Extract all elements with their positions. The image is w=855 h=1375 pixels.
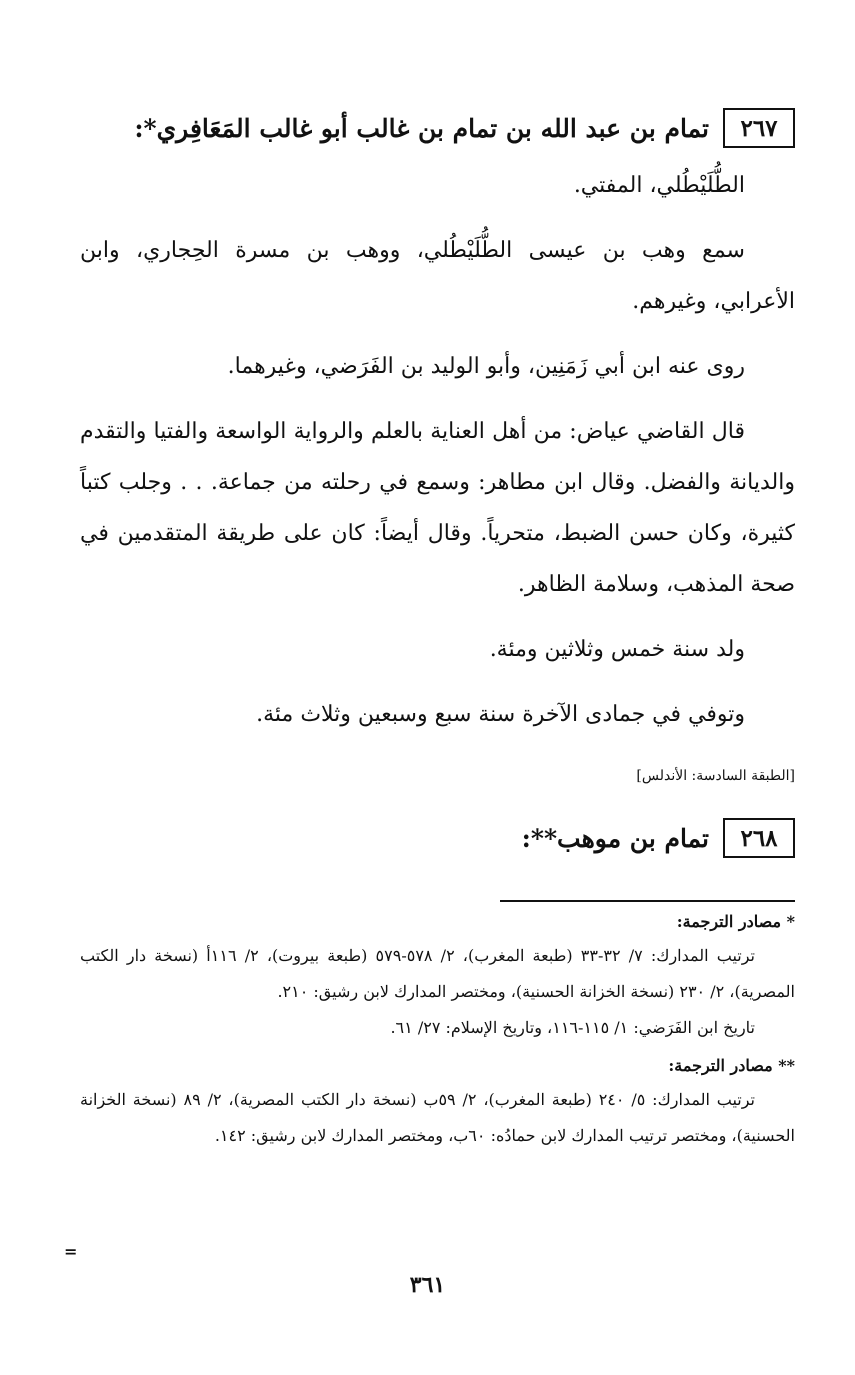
teachers-paragraph: سمع وهب بن عيسى الطُّلَيْطُلي، ووهب بن مسرة الحِجاري، وابن الأعرابي، وغيرهم.	[80, 238, 795, 314]
page-number: ٣٦١	[409, 1272, 446, 1298]
footnote-line: ترتيب المدارك: ٥/ ٢٤٠ (طبعة المغرب)، ٢/ ٥٩ب (نسخة دار الكتب المصرية)، ٢/ ٨٩ (نسخة الخزانة الحسنية)، ومختصر ترتيب المدارك لابن حمادُه: ٦٠ب، ومختصر المدارك لابن رشيق: ١٤٢.	[80, 1090, 795, 1145]
death-paragraph: وتوفي في جمادى الآخرة سنة سبع وسبعين وثلاث مئة.	[256, 702, 745, 727]
entry-title: تمام بن عبد الله بن تمام بن غالب أبو غالب المَعَافِري*:	[134, 113, 709, 143]
entry-title: تمام بن موهب**:	[521, 823, 709, 853]
birth-paragraph: ولد سنة خمس وثلاثين ومئة.	[489, 637, 745, 662]
page-body	[80, 100, 795, 1154]
entry-number-box: ٢٦٨	[723, 818, 795, 858]
continuation-mark: =	[64, 1242, 78, 1261]
footnote-line: تاريخ ابن الفَرَضي: ١/ ١١٥-١١٦، وتاريخ الإسلام: ٢٧/ ٦١.	[390, 1018, 755, 1037]
entry-heading-267	[80, 100, 795, 156]
entry-number-box: ٢٦٧	[723, 108, 795, 148]
students-paragraph: روى عنه ابن أبي زَمَنِين، وأبو الوليد بن الفَرَضي، وغيرهما.	[227, 354, 745, 379]
footnotes	[80, 906, 795, 1154]
entry-nisba: الطُّلَيْطُلي، المفتي.	[573, 173, 745, 198]
entry-heading-268	[80, 810, 795, 866]
footnote-heading: * مصادر الترجمة:	[676, 912, 795, 931]
praise-paragraph: قال القاضي عياض: من أهل العناية بالعلم والرواية الواسعة والفتيا والتقدم والديانة والفضل. وقال ابن مطاهر: وسمع في رحلته من جماعة. . . وجلب كتباً كثيرة، وكان حسن الضبط، متحرياً. وقال أيضاً: كان على طريقة المتقدمين في صحة المذهب، وسلامة الظاهر.	[80, 419, 795, 597]
footnote-rule	[500, 900, 795, 902]
footnote-line: ترتيب المدارك: ٧/ ٣٢-٣٣ (طبعة المغرب)، ٢/ ٥٧٨-٥٧٩ (طبعة بيروت)، ٢/ ١١٦أ (نسخة دار الكتب المصرية)، ٢/ ٢٣٠ (نسخة الخزانة الحسنية)، ومختصر المدارك لابن رشيق: ٢١٠.	[80, 946, 795, 1001]
footnote-heading: ** مصادر الترجمة:	[668, 1056, 795, 1075]
tabaqa-note: [الطبقة السادسة: الأندلس]	[636, 768, 795, 784]
